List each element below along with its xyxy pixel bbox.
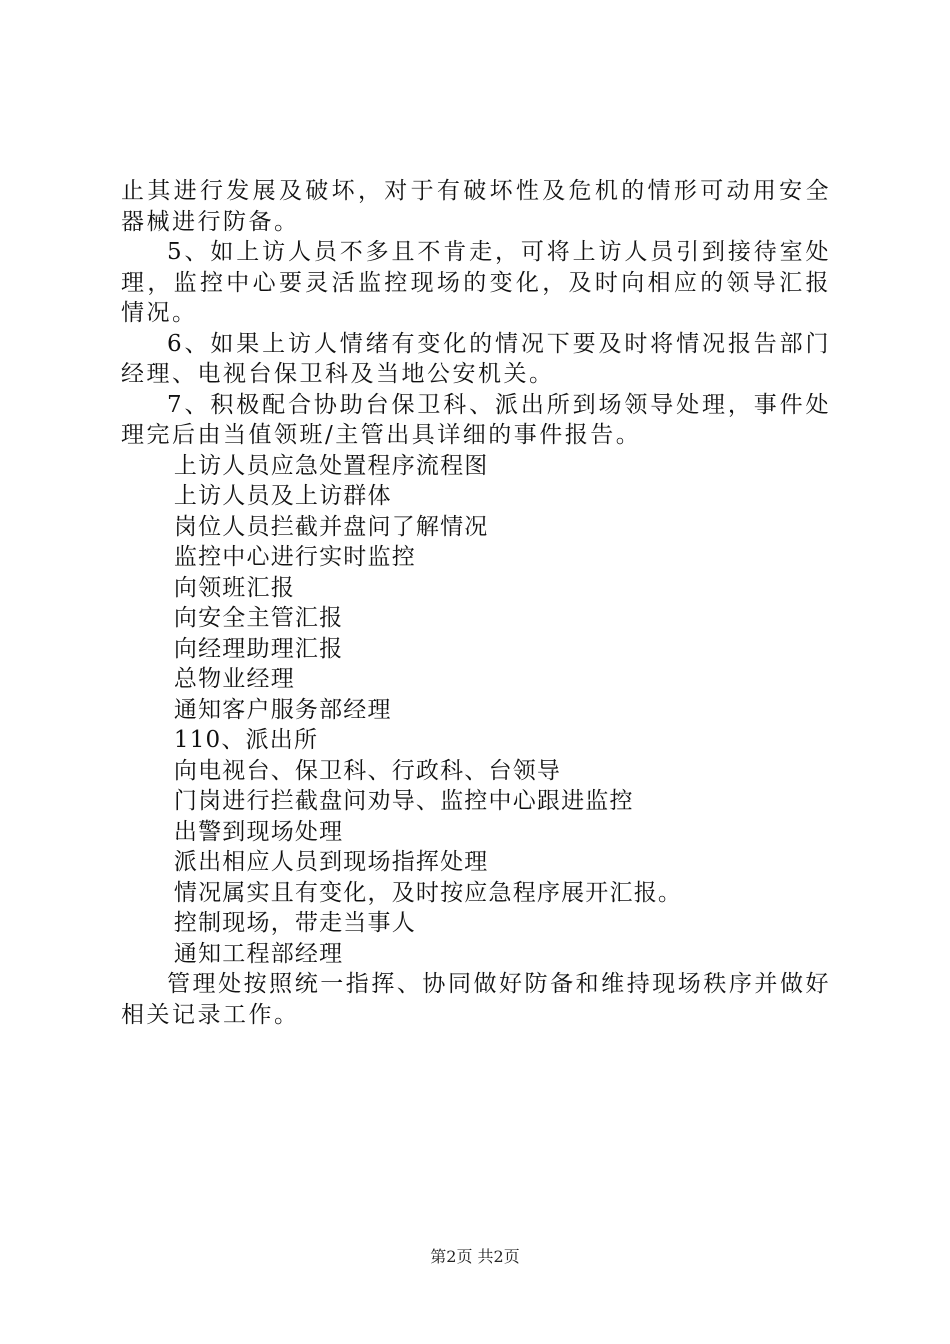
flow-line: 上访人员及上访群体	[173, 483, 392, 509]
flow-line: 情况属实且有变化，及时按应急程序展开汇报。	[173, 879, 683, 906]
flow-line: 岗位人员拦截并盘问了解情况	[173, 513, 489, 540]
flow-line: 派出相应人员到现场指挥处理	[173, 849, 489, 875]
flow-line: 向电视台、保卫科、行政科、台领导	[173, 757, 562, 784]
flow-line: 监控中心进行实时监控	[173, 544, 416, 570]
flow-line: 通知客户服务部经理	[173, 696, 392, 723]
document-body	[121, 176, 831, 1030]
flow-line: 向领班汇报	[173, 574, 295, 601]
flow-line: 门岗进行拦截盘问劝导、监控中心跟进监控	[173, 788, 634, 814]
closing-paragraph: 管理处按照统一指挥、协同做好防备和维持现场秩序并做好相关记录工作。	[121, 971, 831, 1028]
flowchart-title: 上访人员应急处置程序流程图	[173, 452, 489, 479]
flow-line: 控制现场，带走当事人	[173, 910, 416, 936]
paragraph-item-5: 5、如上访人员不多且不肯走，可将上访人员引到接待室处理，监控中心要灵活监控现场的变化，及时向相应的领导汇报情况。	[121, 239, 831, 326]
flow-line: 总物业经理	[173, 666, 295, 692]
paragraph-continuation: 止其进行发展及破坏，对于有破坏性及危机的情形可动用安全器械进行防备。	[121, 178, 831, 235]
flow-line: 向安全主管汇报	[173, 605, 344, 631]
flow-line: 110、派出所	[173, 727, 319, 753]
paragraph-item-7: 7、积极配合协助台保卫科、派出所到场领导处理，事件处理完后由当值领班/主管出具详细的事件报告。	[121, 391, 831, 448]
flow-line: 向经理助理汇报	[173, 635, 344, 662]
flow-line: 通知工程部经理	[173, 940, 344, 967]
flow-line: 出警到现场处理	[173, 818, 344, 845]
paragraph-item-6: 6、如果上访人情绪有变化的情况下要及时将情况报告部门经理、电视台保卫科及当地公安机关。	[121, 330, 831, 387]
page-number-footer: 第2页 共2页	[430, 1247, 520, 1266]
